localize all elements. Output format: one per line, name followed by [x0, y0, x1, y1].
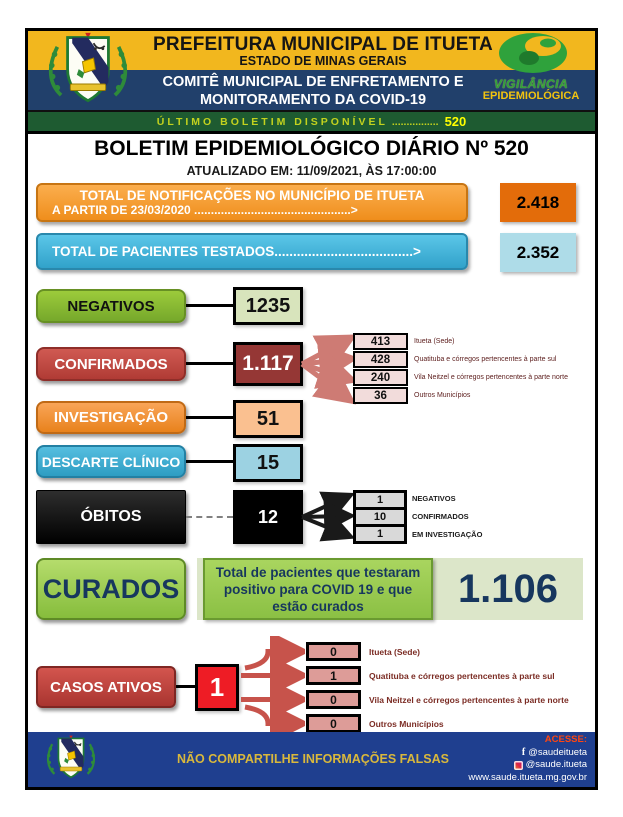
connector-dashed-line: [186, 516, 233, 518]
obitos-arrow-fan-icon: [298, 489, 354, 547]
casos-breakdown-label: Outros Municípios: [369, 719, 444, 729]
vigilancia-line1: VIGILÂNCIA: [493, 77, 569, 91]
state-subtitle: ESTADO DE MINAS GERAIS: [239, 54, 407, 68]
connector-line: [176, 685, 195, 688]
confirmados-breakdown-value: 413: [353, 333, 408, 350]
vigilancia-swirl-icon: [485, 32, 585, 76]
footer-coat-of-arms-icon: [42, 735, 100, 783]
last-bulletin-bar: [28, 110, 595, 134]
confirmados-value: 1.117: [233, 342, 303, 386]
investigacao-value: 51: [233, 400, 303, 438]
casos-breakdown-label: Itueta (Sede): [369, 647, 421, 657]
curados-bar: CURADOS: [36, 558, 186, 620]
casos-breakdown-label: Quatituba e córregos pertencentes à parte sul: [369, 671, 555, 681]
obitos-breakdown-label: NEGATIVOS: [412, 494, 456, 503]
tested-bar: [36, 233, 468, 270]
casos-breakdown-value: 0: [306, 690, 361, 709]
instagram-icon: [514, 761, 523, 770]
confirmados-breakdown-value: 36: [353, 387, 408, 404]
committee-title: [118, 73, 508, 109]
footer-links: [468, 734, 587, 784]
negativos-value: 1235: [233, 287, 303, 325]
confirmados-breakdown-value: 428: [353, 351, 408, 368]
footer-bar: [28, 732, 595, 787]
tested-value: 2.352: [500, 233, 576, 272]
connector-line: [186, 416, 233, 419]
obitos-breakdown-value: 1: [356, 493, 404, 507]
curados-description: Total de pacientes que testaram positivo para COVID 19 e que estão curados: [203, 558, 433, 620]
footer-website-line: [468, 772, 587, 785]
last-bulletin-dots: ................: [391, 115, 439, 128]
obitos-breakdown-label: EM INVESTIGAÇÃO: [412, 530, 483, 539]
confirmados-breakdown-label: Vila Neitzel e córregos pertencentes à parte norte: [414, 374, 568, 381]
confirmados-breakdown-label: Outros Municípios: [414, 392, 471, 399]
connector-line: [186, 362, 233, 365]
casos-ativos-value: 1: [195, 664, 239, 711]
casos-ativos-bar: CASOS ATIVOS: [36, 666, 176, 708]
casos-breakdown-value: 0: [306, 642, 361, 661]
vigilancia-line2: EPIDEMIOLÓGICA: [482, 90, 580, 102]
footer-facebook-line: [468, 747, 587, 760]
bulletin-updated: ATUALIZADO EM: 11/09/2021, ÀS 17:00:00: [186, 164, 437, 178]
last-bulletin-number: 520: [444, 114, 467, 129]
confirmados-arrow-fan-icon: [298, 327, 356, 407]
casos-breakdown-value: 0: [306, 714, 361, 733]
tested-label: TOTAL DE PACIENTES TESTADOS.....................................>: [52, 244, 421, 259]
obitos-breakdown-stack: [353, 490, 407, 544]
confirmados-bar: CONFIRMADOS: [36, 347, 186, 381]
investigacao-bar: INVESTIGAÇÃO: [36, 401, 186, 434]
casos-breakdown-value: 1: [306, 666, 361, 685]
municipal-coat-of-arms-icon: [38, 32, 138, 110]
footer-instagram-line: [468, 759, 587, 772]
confirmados-breakdown-label: Quatituba e córregos pertencentes à parte sul: [414, 356, 557, 363]
obitos-bar: ÓBITOS: [36, 490, 186, 544]
connector-line: [186, 304, 233, 307]
footer-warning: NÃO COMPARTILHE INFORMAÇÕES FALSAS: [177, 752, 449, 766]
notifications-value: 2.418: [500, 183, 576, 222]
confirmados-breakdown-value: 240: [353, 369, 408, 386]
bulletin-frame: [25, 28, 598, 790]
notifications-bar: [36, 183, 468, 222]
connector-line: [186, 460, 233, 463]
obitos-breakdown-label: CONFIRMADOS: [412, 512, 469, 521]
obitos-breakdown-value: 1: [356, 527, 404, 541]
bulletin-title: BOLETIM EPIDEMIOLÓGICO DIÁRIO Nº 520: [94, 137, 529, 160]
facebook-handle: @saudeitueta: [528, 746, 587, 758]
descarte-clinico-value: 15: [233, 444, 303, 482]
curados-value: 1.106: [457, 566, 559, 611]
notifications-label-line1: TOTAL DE NOTIFICAÇÕES NO MUNICÍPIO DE ITUETA: [79, 188, 425, 203]
obitos-value: 12: [233, 490, 303, 544]
website-url: www.saude.itueta.mg.gov.br: [468, 771, 587, 783]
descarte-clinico-bar: DESCARTE CLÍNICO: [36, 445, 186, 478]
footer-access-label: ACESSE:: [544, 734, 587, 745]
obitos-breakdown-value: 10: [356, 510, 404, 524]
facebook-icon: f: [521, 746, 526, 758]
confirmados-breakdown-label: Itueta (Sede): [414, 338, 455, 345]
casos-ativos-bracket-arrows-icon: [239, 636, 305, 736]
committee-line1: COMITÊ MUNICIPAL DE ENFRETAMENTO E: [162, 74, 464, 90]
casos-breakdown-label: Vila Neitzel e córregos pertencentes à parte norte: [369, 695, 569, 705]
committee-line2: MONITORAMENTO DA COVID-19: [199, 92, 427, 108]
vigilancia-label: [471, 78, 591, 102]
notifications-label-line2: A PARTIR DE 23/03/2020 ...............................................>: [52, 203, 358, 217]
instagram-handle: @saude.itueta: [525, 759, 587, 770]
municipality-title: PREFEITURA MUNICIPAL DE ITUETA: [153, 34, 493, 55]
negativos-bar: NEGATIVOS: [36, 289, 186, 323]
last-bulletin-label: ÚLTIMO BOLETIM DISPONÍVEL: [156, 115, 388, 128]
